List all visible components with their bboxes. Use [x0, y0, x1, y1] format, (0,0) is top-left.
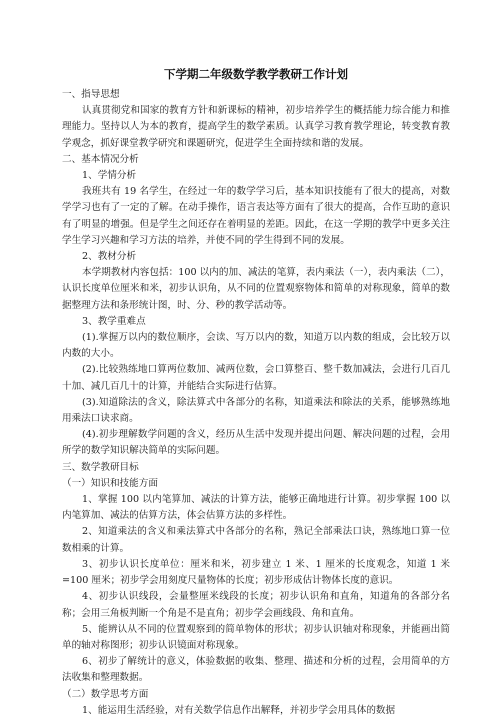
- paragraph: 3、初步认识长度单位：厘米和米，初步建立 1 米、1 厘米的长度观念，知道 1 米=100 厘米；初步学会用刻度尺量物体的长度；初步形成估计物体长度的意识。: [62, 558, 450, 587]
- paragraph: 1、能运用生活经验，对有关数学信息作出解释，并初步学会用具体的数据: [82, 704, 396, 716]
- paragraph: 1、掌握 100 以内笔算加、减法的计算方法，能够正确地进行计算。初步掌握 100 以内笔算加、减法的估算方法，体会估算方法的多样性。: [62, 494, 450, 522]
- paragraph: 4、初步认识线段，会量整厘米线段的长度；初步认识角和直角，知道角的各部分名称；会用三角板判断一个角是不是直角；初步学会画线段、角和直角。: [62, 591, 450, 619]
- paragraph: (1).掌握万以内的数位顺序，会读、写万以内的数，知道万以内数的组成，会比较万以内数的大小。: [62, 332, 450, 360]
- paragraph: 5、能辨认从不同的位置观察到的简单物体的形状；初步认识轴对称现象，并能画出简单的轴对称图形；初步认识镜面对称现象。: [62, 623, 450, 651]
- subheading: 2、教材分析: [82, 251, 137, 263]
- document-body: [62, 87, 450, 719]
- paragraph: (4).初步理解数学问题的含义，经历从生活中发现并提出问题、解决问题的过程，会用所学的数学知识解决简单的实际问题。: [62, 429, 450, 457]
- section-heading: 三、数学教研目标: [62, 461, 139, 473]
- subheading: 3、教学重难点: [82, 315, 146, 327]
- paragraph: (3).知道除法的含义，除法算式中各部分的名称，知道乘法和除法的关系，能够熟练地用乘法口诀求商。: [62, 396, 450, 425]
- subheading: 1、学情分析: [82, 170, 137, 182]
- paragraph: 本学期教材内容包括：100 以内的加、减法的笔算，表内乘法（一），表内乘法（二），认识长度单位厘米和米，初步认识角，从不同的位置观察物体和简单的对称现象，简单的数据整理方法和条形统计图，时、分、秒的教学活动等。: [62, 267, 450, 311]
- paragraph: 认真贯彻党和国家的教育方针和新课标的精神，初步培养学生的概括能力综合能力和推理能力。坚持以人为本的教育，提高学生的数学素质。认真学习教育教学理论，转变教育教学观念，抓好课堂教学研究和课题研究，促进学生全面持续和谐的发展。: [62, 105, 450, 149]
- section-heading: 一、指导思想: [62, 89, 120, 100]
- paragraph: (2).比较熟练地口算两位数加、减两位数，会口算整百、整千数加减法，会进行几百几十加、减几百几十的计算，并能结合实际进行估算。: [62, 364, 450, 392]
- section-heading: （一）知识和技能方面: [62, 477, 158, 489]
- section-heading: （二）数学思考方面: [62, 688, 149, 700]
- paragraph: 2、知道乘法的含义和乘法算式中各部分的名称，熟记全部乘法口诀，熟练地口算一位数相乘的计算。: [62, 526, 450, 554]
- document-title: 下学期二年级数学教学教研工作计划: [164, 67, 348, 81]
- paragraph: 6、初步了解统计的意义，体验数据的收集、整理、描述和分析的过程，会用简单的方法收集和整理数据。: [62, 656, 450, 684]
- paragraph: 我班共有 19 名学生，在经过一年的数学学习后，基本知识技能有了很大的提高，对数学学习也有了一定的了解。在动手操作，语言表达等方面有了很大的提高，合作互助的意识有了明显的增强。但是学生之间还存在着明显的差距。因此，在这一学期的教学中更多关注学生学习兴趣和学习方法的培养，并使不同的学生得到不同的发展。: [62, 186, 450, 246]
- section-heading: 二、基本情况分析: [62, 153, 139, 165]
